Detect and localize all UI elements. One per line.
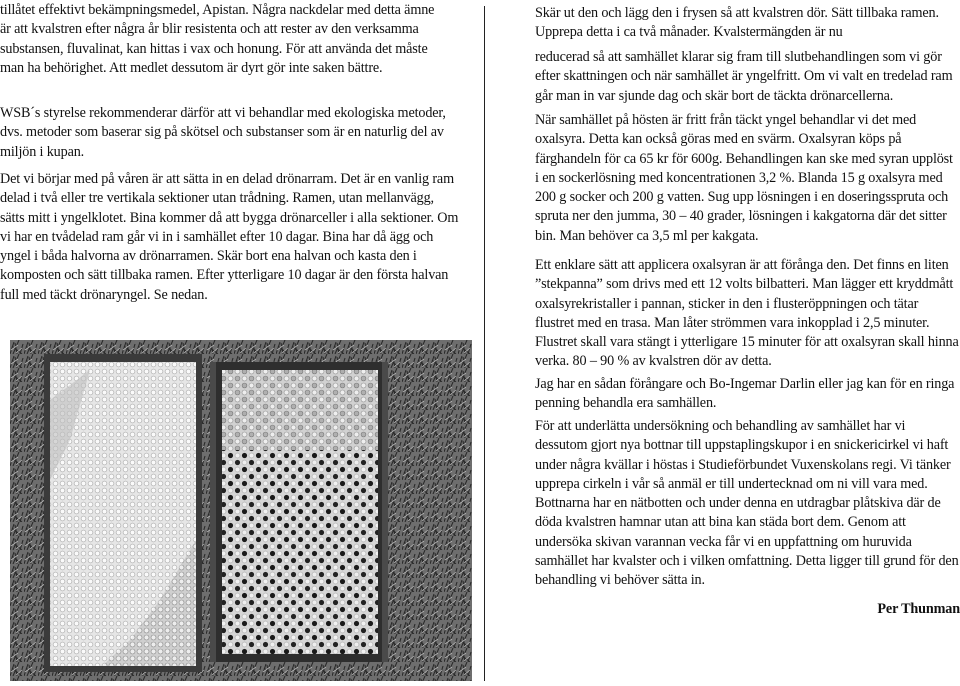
column-divider [484, 6, 485, 681]
author-signature: Per Thunman [877, 601, 960, 617]
paragraph-bottnar: För att underlätta undersökning och behandling av samhället har vi dessutom gjort nya bottnar till uppstaplingskupor i en snickericirkel vi haft under några kvällar i höstas i Studieförbundet Vuxenskolans regi. Vi tänker upprepa cirkeln i vår så anmäl er till undertecknad om ni vill vara med. Bottnarna har en nätbotten och under denna en utdragbar plåtskiva där de döda kvalstren hamnar utan att bina kan städa bort dem. Genom att undersöka skivan varannan vecka får vi en uppfattning om huruvida samhället har kvalster och i vilken omfattning. Detta ligger till grund för den behandling vi behöver sätta in. [535, 418, 959, 589]
paragraph-reducerad: reducerad så att samhället klarar sig fram till slutbehandlingen som vi gör efter skattningen och när samhället är yngelfritt. Om vi valt en tredelad ram går man in var sjunde dag och skär bort de täckta drönarcellerna. [535, 49, 953, 104]
paragraph-forangning: Ett enklare sätt att applicera oxalsyran är att förånga den. Det finns en liten ”stekpanna” som drivs med ett 12 volts bilbatteri. Man lägger ett kryddmått oxalsyrekristaller i pannan, sticker in den i flusteröppningen och tätar flustret med en trasa. Man låter strömmen vara inkopplad i 2,5 minuter. Flustret skall vara stängt i ytterligare 15 minuter för att oxalsyran skall hinna verka. 80 – 90 % av kvalstren dör av detta. [535, 257, 959, 370]
paragraph-apistan: tillåtet effektivt bekämpningsmedel, Apistan. Några nackdelar med detta ämne är att kvalstren efter några år blir resistenta och att rester av den verksamma substansen, fluvalinat, kan hittas i vax och honung. För att använda det måste man ha behörighet. Att medlet dessutom är dyrt gör inte saken bättre. [0, 2, 435, 76]
paragraph-frys: Skär ut den och lägg den i frysen så att kvalstren dör. Sätt tillbaka ramen. Upprepa detta i ca två månader. Kvalstermängden är nu [535, 5, 939, 41]
paragraph-dronarram: Det vi börjar med på våren är att sätta in en delad drönarram. Det är en vanlig ram delad i två eller tre vertikala sektioner utan trådning. Ramen, utan mellanvägg, sätts mitt i yngelklotet. Bina kommer då att bygga drönarceller i alla sektioner. Om vi har en tvådelad ram går vi in i samhället efter 10 dagar. Bina har då ägg och yngel i båda halvorna av drönarramen. Skär bort ena halvan och kasta den i komposten och sätt tillbaka ramen. Efter ytterligare 10 dagar är den första halvan full med täckt drönaryngel. Se nedan. [0, 171, 459, 303]
drone-frame-photo [10, 340, 472, 681]
paragraph-wsb: WSB´s styrelse rekommenderar därför att vi behandlar med ekologiska metoder, dvs. metoder som baserar sig på skötsel och substanser som är en naturlig del av miljön i kupan. [0, 105, 446, 160]
paragraph-oxalsyra: När samhället på hösten är fritt från täckt yngel behandlar vi det med oxalsyra. Detta kan också göras med en svärm. Oxalsyran köps på färghandeln för ca 65 kr för 600g. Behandlingen kan ske med syran upplöst i en sockerlösning med koncentrationen 3,2 %. Blanda 15 g oxalsyra med 200 g socker och 200 g vatten. Sug upp lösningen i en doseringsspruta och spruta ner den jumma, 30 – 40 grader, lösningen i kakgatorna där det sitter bin. Man behöver ca 3,5 ml per kakgata. [535, 112, 953, 244]
paragraph-forangare: Jag har en sådan förångare och Bo-Ingemar Darlin eller jag kan för en ringa penning behandla era samhällen. [535, 376, 955, 412]
